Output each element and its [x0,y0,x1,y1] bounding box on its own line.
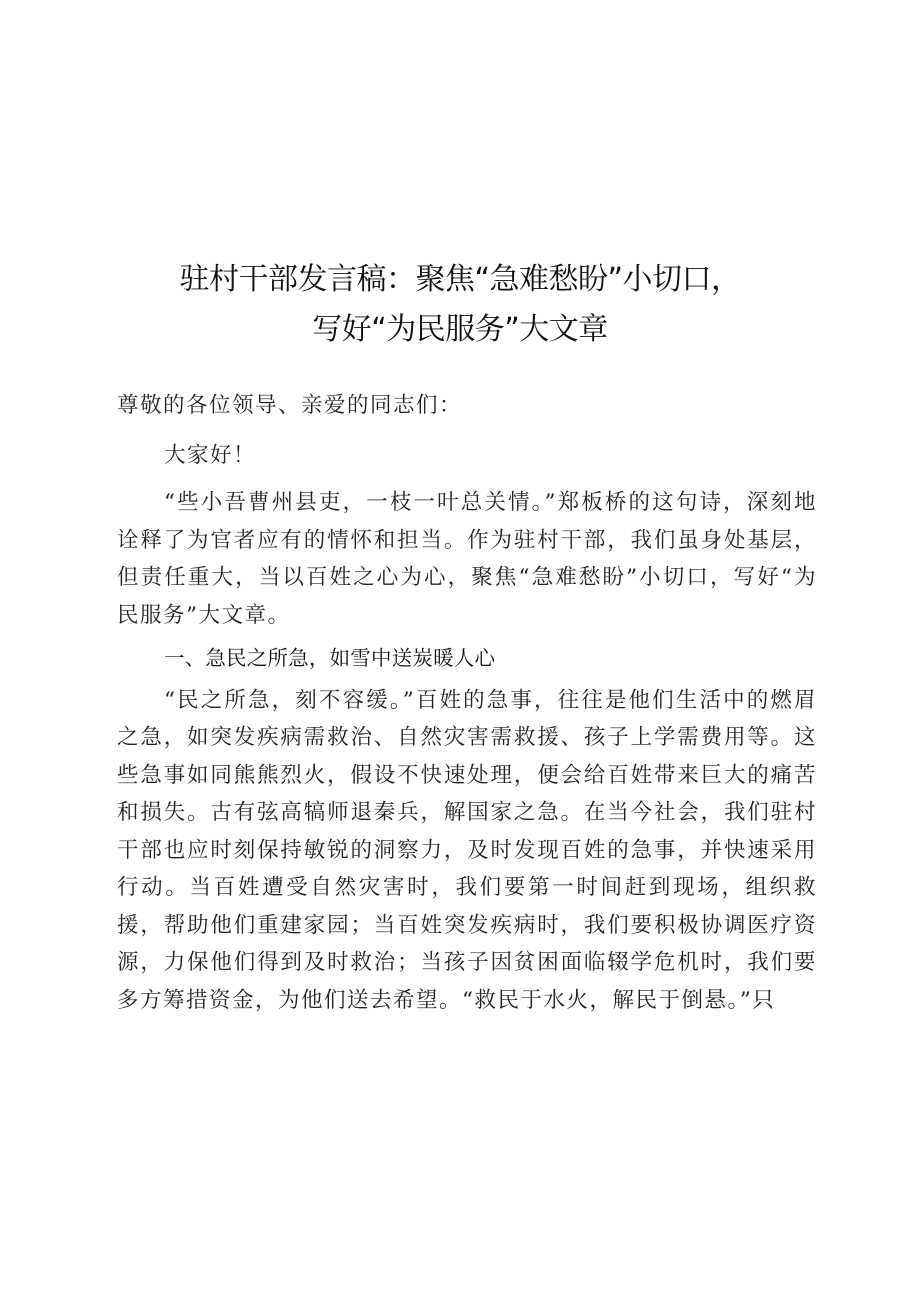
paragraph-1: “些小吾曹州县吏，一枝一叶总关情。”郑板桥的这句诗，深刻地诠释了为官者应有的情怀和担当。作为驻村干部，我们虽身处基层，但责任重大，当以百姓之心为心，聚焦“急难愁盼”小切口，写好“为民服务”大文章。 [117,490,817,628]
title-line-1: 驻村干部发言稿：聚焦“急难愁盼”小切口， [179,262,741,297]
document-title [100,255,820,355]
section-heading-1: 一、急民之所急，如雪中送炭暖人心 [164,646,496,670]
document-body [117,387,817,1019]
title-line-2: 写好“为民服务”大文章 [312,312,608,347]
salutation: 尊敬的各位领导、亲爱的同志们： [117,393,463,418]
greeting: 大家好！ [164,442,257,468]
paragraph-2: “民之所急，刻不容缓。”百姓的急事，往往是他们生活中的燃眉之急，如突发疾病需救治、自然灾害需救援、孩子上学需费用等。这些急事如同熊熊烈火，假设不快速处理，便会给百姓带来巨大的痛苦和损失。古有弦高犒师退秦兵，解国家之急。在当今社会，我们驻村干部也应时刻保持敏锐的洞察力，及时发现百姓的急事，并快速采用行动。当百姓遭受自然灾害时，我们要第一时间赶到现场，组织救援，帮助他们重建家园；当百姓突发疾病时，我们要积极协调医疗资源，力保他们得到及时救治；当孩子因贫困面临辍学危机时，我们要多方筹措资金，为他们送去希望。“救民于水火，解民于倒悬。”只 [117,687,817,1013]
